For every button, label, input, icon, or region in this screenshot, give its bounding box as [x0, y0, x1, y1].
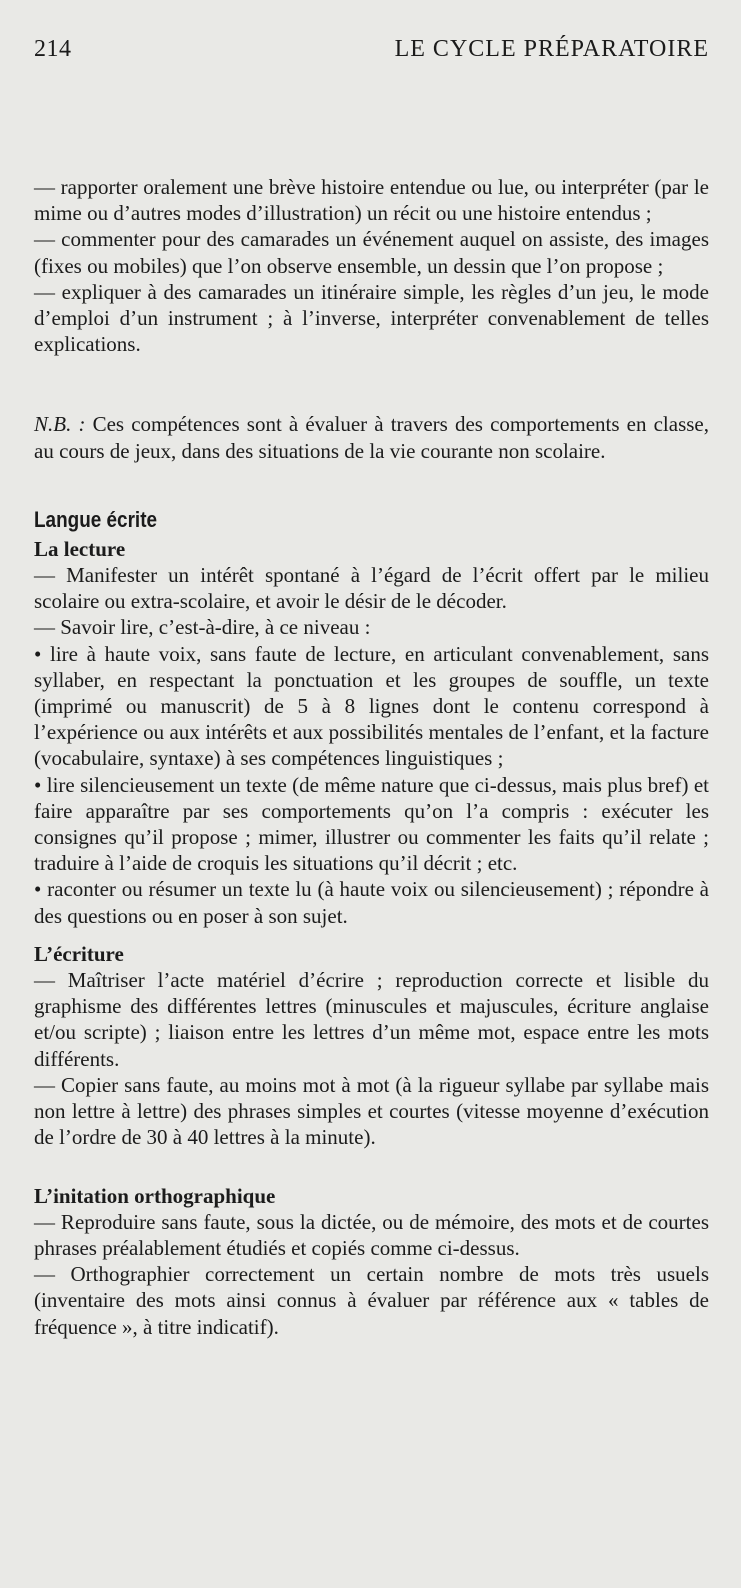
lecture-bullet: • lire à haute voix, sans faute de lecture, en articulant convenablement, sans syllaber, en respectant la ponctuation et les groupes de souffle, un texte (imprimé ou manuscrit) de 5 à 8 lignes dont le contenu correspond à l’expérience ou aux intérêts et aux possibilités mentales de l’enfant, et la facture (vocabulaire, syntaxe) à ses compétences linguistiques ; [34, 641, 709, 771]
nota-bene-text: Ces compétences sont à évaluer à travers des comportements en classe, au cours de jeux, dans des situations de la vie courante non scolaire. [34, 412, 709, 463]
subheading-ecriture: L’écriture [34, 941, 124, 966]
page-body [34, 174, 709, 1340]
lecture-paragraph: — Manifester un intérêt spontané à l’égard de l’écrit offert par le milieu scolaire ou extra-scolaire, et avoir le désir de le décoder. [34, 563, 709, 614]
page-number: 214 [34, 36, 72, 62]
section-title: Langue écrite [34, 506, 158, 532]
spacer [34, 357, 709, 411]
intro-item-explaining: — expliquer à des camarades un itinéraire simple, les règles d’un jeu, le mode d’emploi d’un instrument ; à l’inverse, interpréter convenablement de telles explications. [34, 279, 709, 357]
lecture-bullet: • raconter ou résumer un texte lu (à haute voix ou silencieusement) ; répondre à des questions ou en poser à son sujet. [34, 877, 709, 928]
lecture-paragraph: — Savoir lire, c’est-à-dire, à ce niveau : [34, 615, 371, 640]
orthographe-paragraph: — Orthographier correctement un certain nombre de mots très usuels (inventaire des mots ainsi connus à évaluer par référence aux « tables de fréquence », à titre indicatif). [34, 1262, 709, 1339]
nota-bene-label: N.B. : [34, 412, 86, 437]
intro-item-commenting: — commenter pour des camarades un événement auquel on assiste, des images (fixes ou mobiles) que l’on observe ensemble, un dessin que l’on propose ; [34, 227, 709, 278]
running-title: LE CYCLE PRÉPARATOIRE [394, 36, 709, 62]
nota-bene [34, 411, 709, 463]
ecriture-paragraph: — Copier sans faute, au moins mot à mot (à la rigueur syllabe par syllabe mais non lettre à lettre) des phrases simples et courtes (vitesse moyenne d’exécution de l’ordre de 30 à 40 lettres à la minute). [34, 1072, 709, 1150]
orthographe-paragraph: — Reproduire sans faute, sous la dictée, ou de mémoire, des mots et de courtes phrases préalablement étudiés et copiés comme ci-dessus. [34, 1209, 709, 1260]
subheading-lecture: La lecture [34, 536, 126, 561]
ecriture-paragraph: — Maîtriser l’acte matériel d’écrire ; reproduction correcte et lisible du graphisme des différentes lettres (minuscules et majuscules, écriture anglaise et/ou scripte) ; liaison entre les lettres d’un même mot, espace entre les mots différents. [34, 968, 709, 1071]
intro-item-oral-retelling: — rapporter oralement une brève histoire entendue ou lue, ou interpréter (par le mime ou d’autres modes d’illustration) un récit ou une histoire entendus ; [34, 175, 709, 226]
running-header [34, 36, 709, 70]
lecture-bullet: • lire silencieusement un texte (de même nature que ci-dessus, mais plus bref) et faire apparaître par ses comportements qu’on l’a compris : exécuter les consignes qu’il propose ; mimer, illustrer ou commenter les faits qu’il relate ; traduire à l’aide de croquis les situations qu’il décrit ; etc. [34, 772, 709, 876]
subheading-orthographe: L’initation orthographique [34, 1183, 276, 1208]
